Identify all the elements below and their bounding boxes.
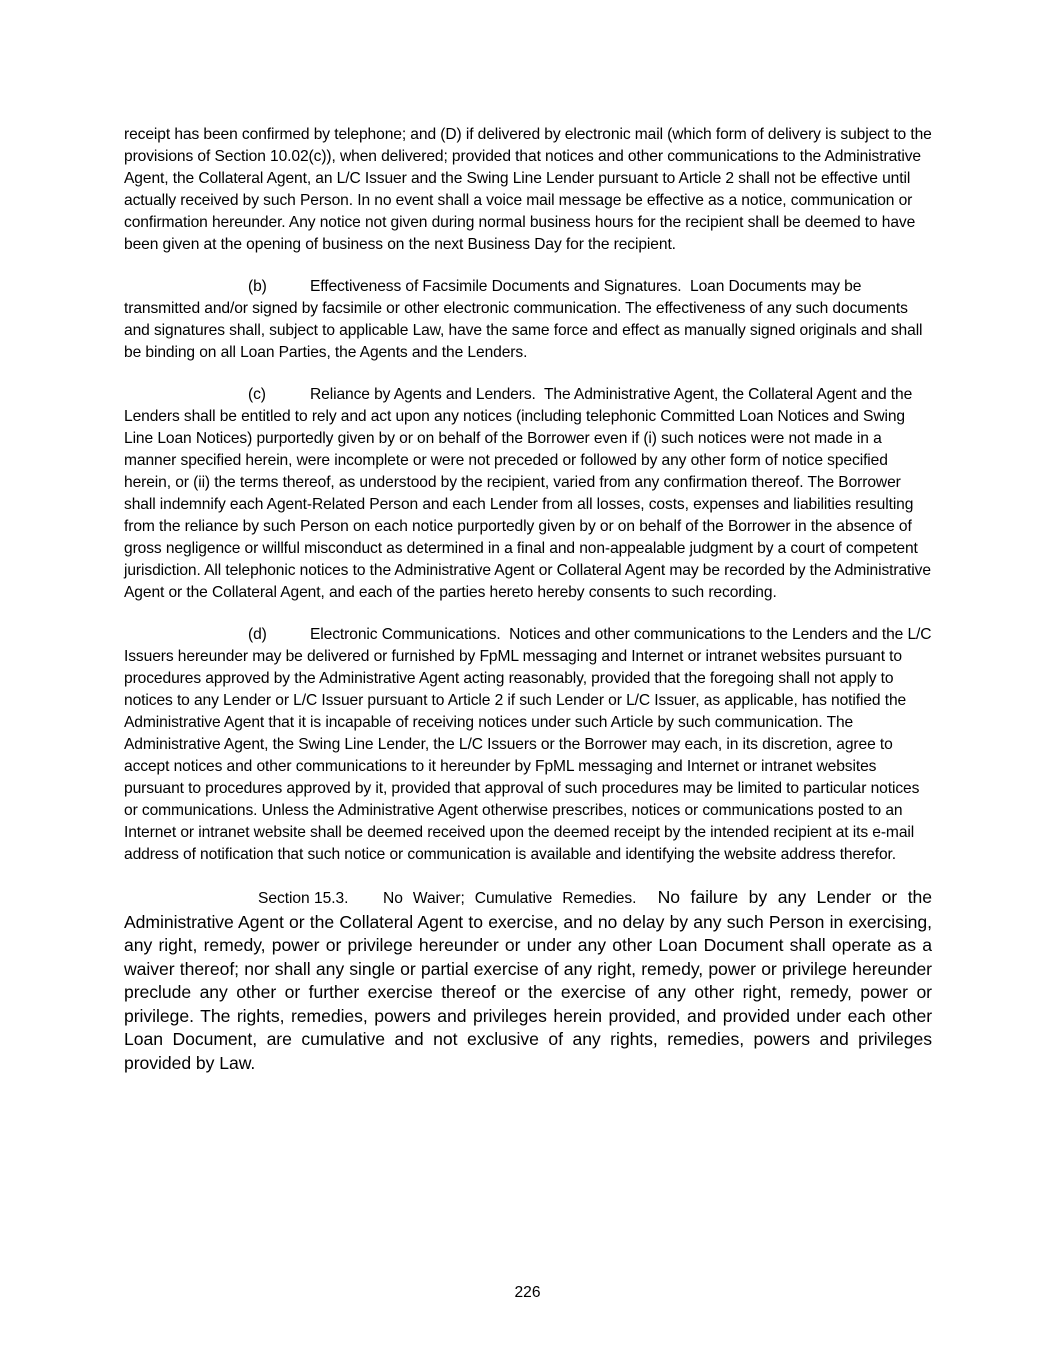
paragraph-d-marker: (d) (248, 626, 267, 643)
section-15-3 (124, 886, 932, 1075)
section-15-3-body: No failure by any Lender or the Administrative Agent or the Collateral Agent to exercise, and no delay by any such Person in exercising, any right, remedy, power or privilege hereunder or under any other Loan Document shall operate as a waiver thereof; nor shall any single or partial exercise of any right, remedy, power or privilege hereunder preclude any other or further exercise thereof or the exercise of any other right, remedy, power or privilege. The rights, remedies, powers and privileges herein provided, and provided under each other Loan Document, are cumulative and not exclusive of any rights, remedies, powers and privileges provided by Law. (124, 887, 932, 1073)
paragraph-b-heading: Effectiveness of Facsimile Documents and Signatures. (310, 278, 682, 295)
paragraph-d-heading: Electronic Communications. (310, 626, 501, 643)
section-15-3-header (258, 890, 636, 907)
paragraph-c (124, 384, 932, 604)
paragraph-d-body: Notices and other communications to the Lenders and the L/C Issuers hereunder may be delivered or furnished by FpML messaging and Internet or intranet websites pursuant to procedures approved by the Administrative Agent acting reasonably, provided that the foregoing shall not apply to notices to any Lender or L/C Issuer pursuant to Article 2 if such Lender or L/C Issuer, as applicable, has notified the Administrative Agent that it is incapable of receiving notices under such Article by such communication. The Administrative Agent, the Swing Line Lender, the L/C Issuers or the Borrower may each, in its discretion, agree to accept notices and other communications to it hereunder by FpML messaging and Internet or intranet websites pursuant to procedures approved by it, provided that approval of such procedures may be limited to particular notices or communications. Unless the Administrative Agent otherwise prescribes, notices or communications posted to an Internet or intranet website shall be deemed received upon the deemed receipt by the intended recipient at its e-mail address of notification that such notice or communication is available and identifying the website address therefor. (124, 626, 932, 863)
paragraph-b-marker: (b) (248, 278, 267, 295)
paragraph-c-body: The Administrative Agent, the Collateral Agent and the Lenders shall be entitled to rely and act upon any notices (including telephonic Committed Loan Notices and Swing Line Loan Notices) purportedly given by or on behalf of the Borrower even if (i) such notices were not made in a manner specified herein, were incomplete or were not preceded or followed by any other form of notice specified herein, or (ii) the terms thereof, as understood by the recipient, varied from any confirmation thereof. The Borrower shall indemnify each Agent-Related Person and each Lender from all losses, costs, expenses and liabilities resulting from the reliance by such Person on each notice purportedly given by or on behalf of the Borrower in the absence of gross negligence or willful misconduct as determined in a final and non-appealable judgment by a court of competent jurisdiction. All telephonic notices to the Administrative Agent or Collateral Agent may be recorded by the Administrative Agent or the Collateral Agent, and each of the parties hereto hereby consents to such recording. (124, 386, 931, 601)
paragraph-d (124, 624, 932, 866)
paragraph-c-heading: Reliance by Agents and Lenders. (310, 386, 536, 403)
paragraph-b-body: Loan Documents may be transmitted and/or signed by facsimile or other electronic communication. The effectiveness of any such documents and signatures shall, subject to applicable Law, have the same force and effect as manually signed originals and shall be binding on all Loan Parties, the Agents and the Lenders. (124, 278, 923, 361)
paragraph-b (124, 276, 932, 364)
document-page (124, 124, 932, 1095)
section-15-3-number: Section 15.3. (258, 890, 349, 907)
page-number: 226 (514, 1284, 541, 1301)
paragraph-a-continuation: receipt has been confirmed by telephone; and (D) if delivered by electronic mail (which form of delivery is subject to the provisions of Section 10.02(c)), when delivered; provided that notices and other communications to the Administrative Agent, the Collateral Agent, an L/C Issuer and the Swing Line Lender pursuant to Article 2 shall not be effective until actually received by such Person. In no event shall a voice mail message be effective as a notice, communication or confirmation hereunder. Any notice not given during normal business hours for the recipient shall be deemed to have been given at the opening of business on the next Business Day for the recipient. (124, 126, 932, 253)
paragraph-c-marker: (c) (248, 386, 266, 403)
section-15-3-heading: No Waiver; Cumulative Remedies. (383, 890, 637, 907)
